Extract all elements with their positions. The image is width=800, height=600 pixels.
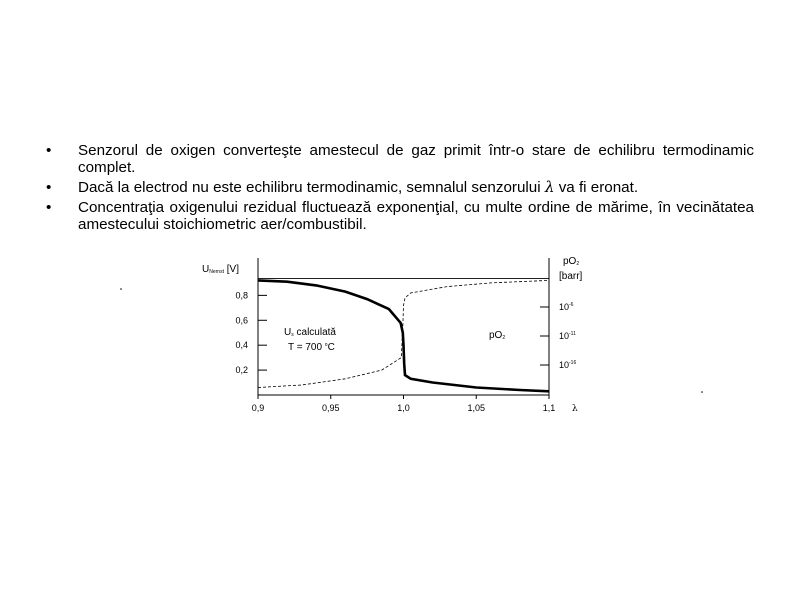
bullet-text-after: va fi eronat.	[554, 179, 639, 196]
y-right-label: pO2	[563, 256, 580, 267]
y-left-tick-label: 0,6	[235, 315, 248, 326]
x-tick-label: 1,0	[397, 403, 410, 413]
temperature-annotation: T = 700 $^o$C	[288, 342, 335, 353]
y-right-unit: [barr]	[559, 271, 583, 282]
x-tick-label: 0,95	[321, 403, 340, 413]
lambda-symbol: λ	[544, 178, 555, 196]
x-tick-label: 1,1	[542, 403, 556, 413]
x-tick-label: 0,9	[251, 403, 265, 413]
bullet-text: Concentraţia oxigenului rezidual fluctuează exponenţial, cu multe ordine de mărime, în vecinătatea amestecului stoichiometric aer/combustibil.	[78, 199, 754, 233]
x-axis-label: λ	[572, 404, 578, 414]
y-left-tick-label: 0,8	[235, 290, 248, 301]
x-tick-label: 1,05	[467, 403, 486, 413]
y-right-tick-label: $10^{-6}$	[559, 302, 574, 312]
y-right-tick-label: $10^{-16}$	[559, 360, 577, 370]
y-left-tick-label: 0,4	[235, 340, 248, 351]
y-left-label: UNernst [V]	[202, 264, 239, 275]
bullet-text: Senzorul de oxigen converteşte amestecul de gaz primit într-o stare de echilibru termodinamic complet.	[78, 142, 754, 176]
bullet-marker: •	[46, 199, 52, 216]
bullet-marker: •	[46, 179, 52, 196]
decorative-dot	[120, 288, 122, 290]
decorative-dot	[701, 391, 703, 393]
y-left-tick-label: 0,2	[235, 365, 248, 376]
po2-annotation: pO2	[489, 330, 506, 341]
bullet-marker: •	[46, 142, 52, 159]
us-annotation: Us calculată	[284, 327, 336, 338]
bullet-text-before: Dacă la electrod nu este echilibru termodinamic, semnalul senzorului	[78, 179, 545, 196]
y-right-tick-label: $10^{-11}$	[559, 331, 576, 341]
